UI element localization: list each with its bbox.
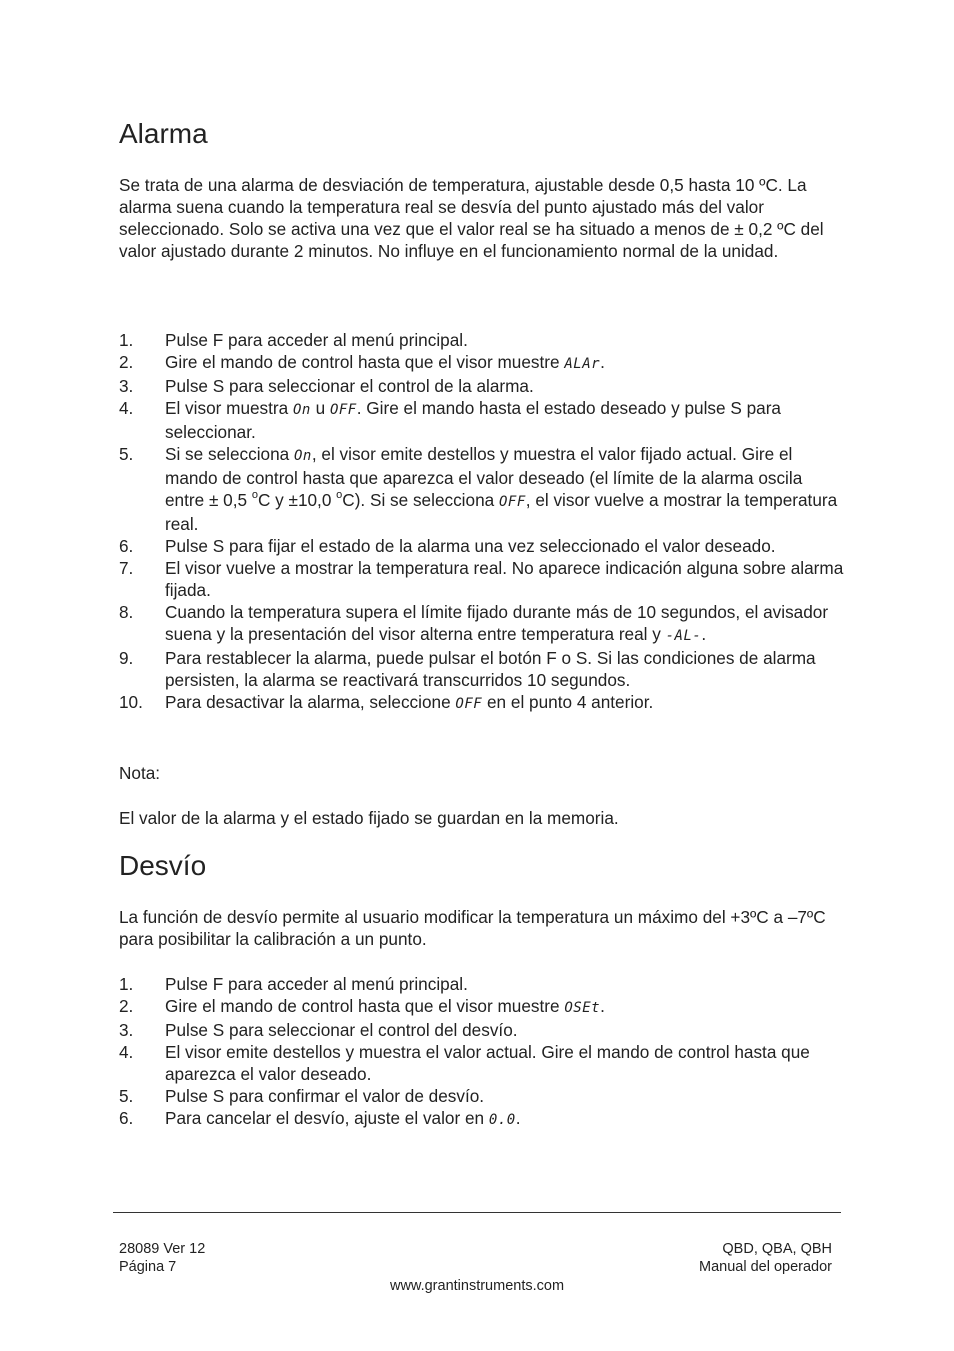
list-item: 6. Pulse S para fijar el estado de la alarma una vez seleccionado el valor deseado.: [119, 536, 776, 556]
alarma-intro: Se trata de una alarma de desviación de temperatura, ajustable desde 0,5 hasta 10 ºC. La alarma suena cuando la temperatura real se desvía del punto ajustado más del valor seleccionado. Solo se activa una vez que el valor real se ha situado a menos de ± 0,2 ºC del valor ajustado durante 2 minutos. No influye en el funcionamiento normal de la unidad.: [119, 175, 824, 261]
display-code: On: [292, 402, 311, 418]
list-item: 8. Cuando la temperatura supera el límite fijado durante más de 10 segundos, el avisador suena y la presentación del visor alterna entre temperatura real y -AL-.: [119, 602, 829, 644]
footer-divider: [113, 1212, 841, 1213]
list-item: 3. Pulse S para seleccionar el control del desvío.: [119, 1020, 518, 1040]
list-item: 3. Pulse S para seleccionar el control de la alarma.: [119, 376, 534, 396]
section-title-desvio: Desvío: [119, 850, 207, 881]
desvio-steps: [119, 973, 844, 1131]
list-item: 9. Para restablecer la alarma, puede pulsar el botón F o S. Si las condiciones de alarma persisten, la alarma se reactivará transcurridos 10 segundos.: [119, 648, 816, 690]
list-item: 1. Pulse F para acceder al menú principal.: [119, 974, 468, 994]
nota-text: El valor de la alarma y el estado fijado se guardan en la memoria.: [119, 808, 619, 828]
footer-right: [699, 1240, 832, 1276]
footer-left: [119, 1240, 205, 1276]
model-list: QBD, QBA, QBH: [722, 1241, 832, 1257]
display-code: 0.0: [488, 1112, 516, 1128]
alarma-steps: [119, 329, 844, 715]
list-item: 7. El visor vuelve a mostrar la temperatura real. No aparece indicación alguna sobre alarma fijada.: [119, 558, 844, 600]
display-code: OFF: [498, 494, 526, 510]
nota-label: Nota:: [119, 763, 161, 783]
page-number: Página 7: [119, 1259, 177, 1275]
website-link[interactable]: www.grantinstruments.com: [389, 1278, 565, 1294]
list-item: 1. Pulse F para acceder al menú principal.: [119, 330, 468, 350]
display-code: OFF: [329, 402, 357, 418]
list-item: 2. Gire el mando de control hasta que el visor muestre OSEt.: [119, 996, 605, 1016]
list-item: 4. El visor muestra On u OFF. Gire el mando hasta el estado deseado y pulse S para seleccionar.: [119, 398, 781, 442]
display-code: -AL-: [665, 628, 702, 644]
display-code: OSEt: [564, 1000, 601, 1016]
display-code: On: [293, 448, 312, 464]
display-code: ALAr: [564, 356, 601, 372]
manual-title: Manual del operador: [698, 1259, 832, 1275]
list-item: 5. Si se selecciona On, el visor emite destellos y muestra el valor fijado actual. Gire el mando de control hasta que aparezca el valor deseado (el límite de la alarma oscila entre ± 0,5 $^o$C y ±10,0 $^o$C). Si se selecciona OFF, el visor vuelve a mostrar la temperatura real.: [119, 444, 838, 534]
list-item: 10. Para desactivar la alarma, seleccione OFF en el punto 4 anterior.: [119, 692, 654, 712]
list-item: 2. Gire el mando de control hasta que el visor muestre ALAr.: [119, 352, 605, 372]
section-title-alarma: Alarma: [119, 118, 208, 149]
list-item: 5. Pulse S para confirmar el valor de desvío.: [119, 1086, 485, 1106]
desvio-intro: La función de desvío permite al usuario modificar la temperatura un máximo del +3ºC a –7ºC para posibilitar la calibración a un punto.: [119, 907, 826, 949]
list-item: 6. Para cancelar el desvío, ajuste el valor en 0.0.: [119, 1108, 521, 1128]
doc-reference: 28089 Ver 12: [119, 1241, 206, 1257]
list-item: 4. El visor emite destellos y muestra el valor actual. Gire el mando de control hasta que aparezca el valor deseado.: [119, 1042, 810, 1084]
display-code: OFF: [455, 696, 483, 712]
